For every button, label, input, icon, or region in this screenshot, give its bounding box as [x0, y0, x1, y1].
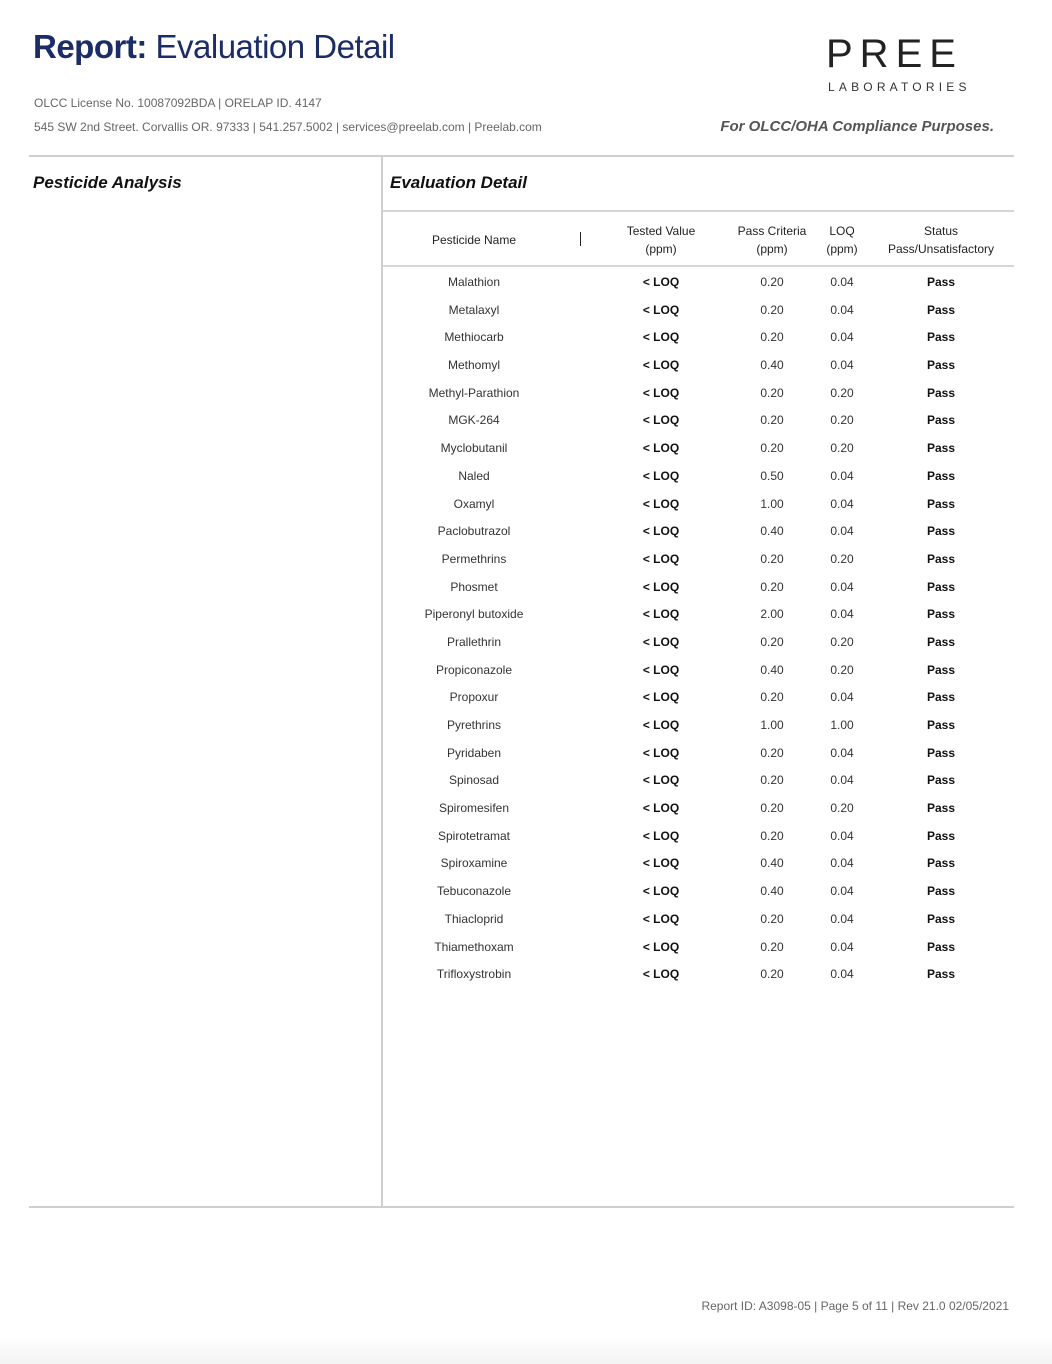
loq-cell: 0.20	[830, 634, 854, 649]
pass-criteria-cell: 0.20	[760, 690, 784, 705]
table-row	[383, 600, 1014, 628]
table-row	[383, 573, 1014, 601]
status-cell: Pass	[926, 634, 956, 649]
loq-cell: 0.04	[830, 939, 854, 954]
status-cell: Pass	[926, 468, 956, 483]
pesticide-name-cell: MGK-264	[448, 413, 500, 428]
table-row	[383, 517, 1014, 545]
pass-criteria-cell: 0.20	[760, 773, 784, 788]
loq-cell: 0.04	[830, 275, 854, 289]
pass-criteria-cell: 0.20	[760, 441, 784, 456]
status-cell: Pass	[926, 690, 956, 705]
tested-value-cell: < LOQ	[642, 856, 680, 871]
table-row	[383, 877, 1014, 905]
pesticide-name-cell: Spirotetramat	[437, 828, 511, 843]
company-logo	[826, 34, 996, 96]
tested-value-cell: < LOQ	[642, 302, 680, 317]
pass-criteria-cell: 0.20	[760, 579, 784, 594]
status-cell: Pass	[926, 967, 956, 982]
status-cell: Pass	[926, 718, 956, 732]
pass-criteria-cell: 0.20	[760, 801, 784, 816]
header-divider	[29, 155, 1014, 157]
loq-cell: 0.04	[830, 496, 854, 511]
tested-value-cell: < LOQ	[642, 884, 680, 899]
pesticide-name-cell: Piperonyl butoxide	[424, 607, 524, 622]
tested-value-cell: < LOQ	[642, 385, 680, 400]
header-separator	[580, 232, 581, 246]
status-cell: Pass	[926, 496, 956, 511]
pesticide-name-cell: Naled	[458, 468, 490, 483]
header-loq-line2: (ppm)	[826, 242, 858, 256]
header-tested-value	[627, 222, 696, 258]
tested-value-cell: < LOQ	[642, 524, 680, 539]
header-status	[888, 222, 994, 258]
pass-criteria-cell: 0.40	[760, 524, 784, 539]
loq-cell: 0.20	[830, 441, 854, 456]
pesticide-name-cell: Thiamethoxam	[434, 939, 514, 954]
pesticide-name-cell: Permethrins	[441, 551, 507, 566]
address-line: 545 SW 2nd Street. Corvallis OR. 97333 | 541.257.5002 | services@preelab.com | Preelab.com	[34, 120, 542, 134]
pesticide-name-cell: Methiocarb	[444, 330, 504, 345]
loq-cell: 0.04	[830, 579, 854, 594]
header-pass-criteria-line1: Pass Criteria	[737, 224, 807, 238]
table-row	[383, 434, 1014, 462]
pesticide-name-cell: Spiromesifen	[438, 801, 510, 816]
tested-value-cell: < LOQ	[642, 551, 680, 566]
title-bold: Report:	[33, 28, 147, 65]
pass-criteria-cell: 0.50	[760, 468, 784, 483]
loq-cell: 0.20	[830, 385, 854, 400]
pass-criteria-cell: 1.00	[760, 496, 784, 511]
status-cell: Pass	[926, 358, 956, 373]
header-pass-criteria	[738, 222, 807, 258]
pesticide-name-cell: Pyrethrins	[446, 718, 502, 732]
table-row	[383, 766, 1014, 794]
status-cell: Pass	[926, 579, 956, 594]
table-row	[383, 628, 1014, 656]
footer-divider	[29, 1206, 1014, 1208]
tested-value-cell: < LOQ	[642, 911, 680, 926]
status-cell: Pass	[926, 385, 956, 400]
report-footer: Report ID: A3098-05 | Page 5 of 11 | Rev 21.0 02/05/2021	[701, 1299, 1009, 1313]
header-status-line1: Status	[923, 224, 959, 238]
table-row	[383, 323, 1014, 351]
loq-cell: 0.04	[830, 524, 854, 539]
pesticide-name-cell: Propiconazole	[435, 662, 513, 677]
header-status-line2: Pass/Unsatisfactory	[887, 242, 995, 256]
header-pass-criteria-line2: (ppm)	[756, 242, 788, 256]
pass-criteria-cell: 0.20	[760, 911, 784, 926]
license-line: OLCC License No. 10087092BDA | ORELAP ID. 4147	[34, 96, 322, 110]
section-title-pesticide-analysis: Pesticide Analysis	[33, 173, 182, 192]
section-title-evaluation-detail: Evaluation Detail	[390, 173, 527, 192]
logo-word: PREE	[826, 32, 963, 76]
tested-value-cell: < LOQ	[642, 939, 680, 954]
loq-cell: 0.20	[830, 662, 854, 677]
pesticide-name-cell: Spinosad	[448, 773, 500, 788]
pesticide-name-cell: Tebuconazole	[436, 884, 512, 899]
pesticide-name-cell: Malathion	[447, 275, 501, 289]
pass-criteria-cell: 0.20	[760, 413, 784, 428]
loq-cell: 0.04	[830, 690, 854, 705]
pass-criteria-cell: 0.20	[760, 939, 784, 954]
table-row	[383, 656, 1014, 684]
table-row	[383, 296, 1014, 324]
header-pesticide-name: Pesticide Name	[431, 233, 517, 247]
status-cell: Pass	[926, 884, 956, 899]
status-cell: Pass	[926, 828, 956, 843]
status-cell: Pass	[926, 773, 956, 788]
tested-value-cell: < LOQ	[642, 330, 680, 345]
header-tested-value-line2: (ppm)	[645, 242, 677, 256]
status-cell: Pass	[926, 801, 956, 816]
loq-cell: 0.04	[830, 302, 854, 317]
header-tested-value-line1: Tested Value	[626, 224, 696, 238]
loq-cell: 0.04	[830, 911, 854, 926]
pass-criteria-cell: 2.00	[760, 607, 784, 622]
loq-cell: 0.04	[830, 607, 854, 622]
header-loq-line1: LOQ	[829, 224, 855, 238]
pesticide-name-cell: Pyridaben	[446, 745, 502, 760]
loq-cell: 0.04	[830, 468, 854, 483]
pass-criteria-cell: 0.40	[760, 358, 784, 373]
tested-value-cell: < LOQ	[642, 967, 680, 982]
loq-cell: 0.04	[830, 856, 854, 871]
loq-cell: 0.20	[830, 801, 854, 816]
compliance-note: For OLCC/OHA Compliance Purposes.	[720, 118, 994, 135]
pass-criteria-cell: 0.20	[760, 302, 784, 317]
status-cell: Pass	[926, 413, 956, 428]
pass-criteria-cell: 0.20	[760, 275, 784, 289]
pass-criteria-cell: 0.40	[760, 856, 784, 871]
status-cell: Pass	[926, 662, 956, 677]
pass-criteria-cell: 0.40	[760, 884, 784, 899]
status-cell: Pass	[926, 745, 956, 760]
table-row	[383, 711, 1014, 739]
table-row	[383, 794, 1014, 822]
status-cell: Pass	[926, 607, 956, 622]
tested-value-cell: < LOQ	[642, 468, 680, 483]
table-row	[383, 490, 1014, 518]
tested-value-cell: < LOQ	[642, 662, 680, 677]
title-text: Evaluation Detail	[146, 28, 395, 65]
pesticide-name-cell: Metalaxyl	[448, 302, 500, 317]
tested-value-cell: < LOQ	[642, 441, 680, 456]
tested-value-cell: < LOQ	[642, 745, 680, 760]
tested-value-cell: < LOQ	[642, 413, 680, 428]
pesticide-name-cell: Prallethrin	[446, 634, 502, 649]
loq-cell: 0.04	[830, 358, 854, 373]
page-bottom-shade	[0, 1336, 1052, 1364]
pesticide-name-cell: Methomyl	[447, 358, 501, 373]
table-row	[383, 683, 1014, 711]
loq-cell: 0.04	[830, 745, 854, 760]
pass-criteria-cell: 0.20	[760, 385, 784, 400]
logo-subtitle: LABORATORIES	[828, 80, 971, 94]
loq-cell: 0.04	[830, 967, 854, 982]
tested-value-cell: < LOQ	[642, 579, 680, 594]
table-row	[383, 905, 1014, 933]
loq-cell: 0.04	[830, 330, 854, 345]
pass-criteria-cell: 0.20	[760, 551, 784, 566]
table-row	[383, 739, 1014, 767]
pass-criteria-cell: 0.20	[760, 967, 784, 982]
tested-value-cell: < LOQ	[642, 358, 680, 373]
status-cell: Pass	[926, 302, 956, 317]
loq-cell: 1.00	[830, 718, 854, 732]
status-cell: Pass	[926, 441, 956, 456]
pass-criteria-cell: 1.00	[760, 718, 784, 732]
tested-value-cell: < LOQ	[642, 275, 680, 289]
table-row	[383, 379, 1014, 407]
tested-value-cell: < LOQ	[642, 690, 680, 705]
table-row	[383, 849, 1014, 877]
pass-criteria-cell: 0.20	[760, 330, 784, 345]
pesticide-name-cell: Myclobutanil	[440, 441, 508, 456]
pesticide-name-cell: Methyl-Parathion	[428, 385, 520, 400]
tested-value-cell: < LOQ	[642, 801, 680, 816]
status-cell: Pass	[926, 856, 956, 871]
table-row	[383, 406, 1014, 434]
table-row	[383, 933, 1014, 961]
tested-value-cell: < LOQ	[642, 607, 680, 622]
tested-value-cell: < LOQ	[642, 828, 680, 843]
table-row	[383, 822, 1014, 850]
table-header-bottom-rule	[383, 265, 1014, 267]
pesticide-name-cell: Paclobutrazol	[437, 524, 511, 539]
header-loq	[826, 222, 857, 258]
table-row	[383, 960, 1014, 988]
status-cell: Pass	[926, 939, 956, 954]
table-row	[383, 545, 1014, 573]
pesticide-name-cell: Spiroxamine	[440, 856, 508, 871]
table-row	[383, 351, 1014, 379]
tested-value-cell: < LOQ	[642, 773, 680, 788]
table-row	[383, 462, 1014, 490]
table-row	[383, 268, 1014, 296]
loq-cell: 0.04	[830, 773, 854, 788]
table-header-top-rule	[383, 210, 1014, 212]
tested-value-cell: < LOQ	[642, 718, 680, 732]
status-cell: Pass	[926, 551, 956, 566]
pass-criteria-cell: 0.20	[760, 745, 784, 760]
pass-criteria-cell: 0.40	[760, 662, 784, 677]
status-cell: Pass	[926, 330, 956, 345]
pesticide-name-cell: Thiacloprid	[444, 911, 504, 926]
tested-value-cell: < LOQ	[642, 496, 680, 511]
loq-cell: 0.20	[830, 413, 854, 428]
pesticide-table-body	[383, 268, 1014, 988]
loq-cell: 0.04	[830, 828, 854, 843]
pass-criteria-cell: 0.20	[760, 828, 784, 843]
status-cell: Pass	[926, 911, 956, 926]
pesticide-name-cell: Propoxur	[449, 690, 499, 705]
pesticide-name-cell: Trifloxystrobin	[436, 967, 512, 982]
page-title	[33, 28, 395, 66]
pesticide-name-cell: Phosmet	[450, 579, 498, 594]
loq-cell: 0.20	[830, 551, 854, 566]
pass-criteria-cell: 0.20	[760, 634, 784, 649]
loq-cell: 0.04	[830, 884, 854, 899]
status-cell: Pass	[926, 275, 956, 289]
tested-value-cell: < LOQ	[642, 634, 680, 649]
status-cell: Pass	[926, 524, 956, 539]
pesticide-name-cell: Oxamyl	[453, 496, 495, 511]
